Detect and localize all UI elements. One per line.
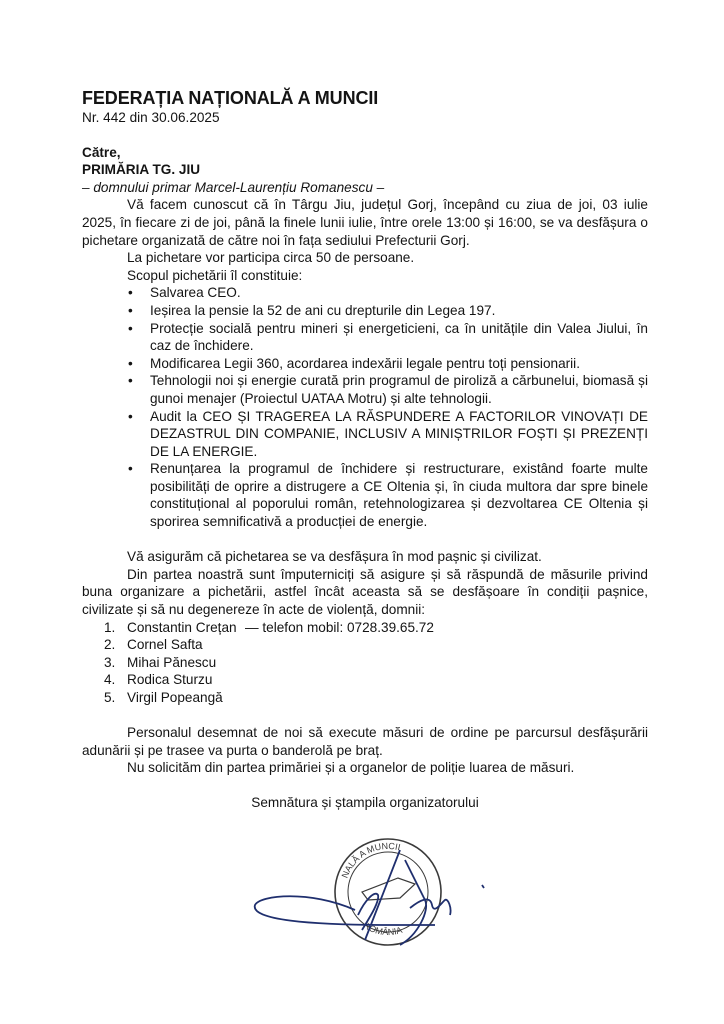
- list-item: [128, 408, 648, 461]
- delegates-list: [82, 619, 648, 707]
- delegate-item: [104, 671, 648, 689]
- delegate-name: Virgil Popeangă: [127, 690, 223, 705]
- bullet-icon: •: [128, 285, 133, 301]
- list-item: [128, 320, 648, 355]
- spacer: [82, 531, 648, 549]
- bullet-icon: •: [128, 355, 133, 371]
- recipient-institution: PRIMĂRIA TG. JIU: [82, 162, 201, 178]
- delegate-number: 3.: [104, 654, 116, 670]
- delegate-number: 5.: [104, 690, 116, 705]
- stamp-and-signature: [250, 830, 500, 960]
- intro-paragraph: Vă facem cunoscut că în Târgu Jiu, județul Gorj, începând cu ziua de joi, 03 iulie 2025, în fiecare zi de joi, până la finele lunii iulie, între orele 13:00 și 16:00, se va desfășura o pichetare organizată de către noi în fața sediului Prefecturii Gorj.: [82, 197, 648, 248]
- bullet-icon: •: [128, 461, 133, 477]
- signature-icon: [255, 850, 484, 945]
- stamp-text-bottom: ROMÂNIA: [361, 920, 404, 938]
- salutation: Către,: [82, 144, 121, 160]
- list-item-text: Tehnologii noi și energie curată prin programul de piroliză a cărbunelui, biomasă și gunoi menajer (Proiectul UATAA Motru) și alte tehnologii.: [150, 373, 648, 406]
- bullet-icon: •: [128, 373, 133, 389]
- bullet-icon: •: [128, 320, 133, 336]
- bullet-icon: •: [128, 302, 133, 318]
- addressee: – domnului primar Marcel-Laurențiu Romanescu –: [82, 179, 385, 195]
- list-item-text: Renunțarea la programul de închidere și restructurare, existând foarte multe posibilități de oprire a distrugere a CE Oltenia și, în ciuda multora dar spre binele constituțional al poporului român, retehnologizarea și dezvoltarea CE Oltenia și sporirea semnificativă a producției de energie.: [150, 461, 648, 530]
- stamp-text-top: NALĂ A MUNCII: [339, 840, 402, 880]
- delegate-item: [104, 619, 648, 637]
- reference-number: Nr. 442 din 30.06.2025: [82, 110, 220, 125]
- delegate-item: [104, 636, 648, 654]
- purpose-intro: Scopul pichetării îl constituie:: [127, 267, 303, 283]
- delegate-number: 2.: [104, 637, 116, 653]
- spacer: [82, 707, 648, 725]
- assurance-paragraph: Vă asigurăm că pichetarea se va desfășura în mod pașnic și civilizat.: [127, 549, 542, 565]
- purpose-list: [82, 284, 648, 530]
- list-item-text: Audit la CEO ȘI TRAGEREA LA RĂSPUNDERE A FACTORILOR VINOVAȚI DE DEZASTRUL DIN COMPANIE, INCLUSIV A MINIȘTRILOR FOȘTI ȘI PREZENȚI DE LA ENERGIE.: [150, 408, 648, 459]
- delegates-intro: Din partea noastră sunt împuterniciți să asigure și să răspundă de măsurile privind buna organizare a pichetării, astfel încât aceasta să se desfășoare în condiții pașnice, civilizate și să nu degenereze în acte de violență, domnii:: [82, 566, 648, 618]
- bullet-icon: •: [128, 408, 133, 424]
- list-item: [128, 372, 648, 407]
- participants-paragraph: La pichetare vor participa circa 50 de persoane.: [127, 250, 415, 266]
- stamp-inner-ring: [348, 852, 428, 932]
- stamp-icon: [335, 839, 441, 945]
- delegate-name: Mihai Pănescu: [127, 654, 217, 670]
- list-item: [128, 284, 648, 302]
- list-item: [128, 302, 648, 320]
- list-item-text: Protecție socială pentru mineri și energeticieni, ca în unitățile din Valea Jiului, în caz de închidere.: [150, 320, 648, 354]
- list-item-text: Salvarea CEO.: [150, 285, 241, 301]
- document-page: [82, 87, 648, 812]
- list-item-text: Ieșirea la pensie la 52 de ani cu drepturile din Legea 197.: [150, 302, 496, 318]
- organization-title: FEDERAȚIA NAȚIONALĂ A MUNCII: [82, 88, 379, 108]
- personnel-paragraph: Personalul desemnat de noi să execute măsuri de ordine pe parcursul desfășurării adunării și pe trasee va purta o banderolă pe braț.: [82, 725, 648, 758]
- list-item: [128, 460, 648, 530]
- delegate-number: 4.: [104, 672, 116, 688]
- list-item-text: Modificarea Legii 360, acordarea indexării legale pentru toți pensionarii.: [150, 355, 580, 371]
- request-paragraph: Nu solicităm din partea primăriei și a organelor de poliție luarea de măsuri.: [127, 760, 575, 776]
- delegate-name: Rodica Sturzu: [127, 672, 213, 688]
- delegate-item: [104, 689, 648, 707]
- delegate-contact: — telefon mobil: 0728.39.65.72: [245, 619, 434, 635]
- delegate-item: [104, 654, 648, 672]
- delegate-name: Constantin Crețan: [127, 619, 237, 635]
- delegate-number: 1.: [104, 619, 116, 635]
- delegate-name: Cornel Safta: [127, 637, 203, 653]
- signature-label: Semnătura și ștampila organizatorului: [251, 794, 479, 810]
- list-item: [128, 355, 648, 373]
